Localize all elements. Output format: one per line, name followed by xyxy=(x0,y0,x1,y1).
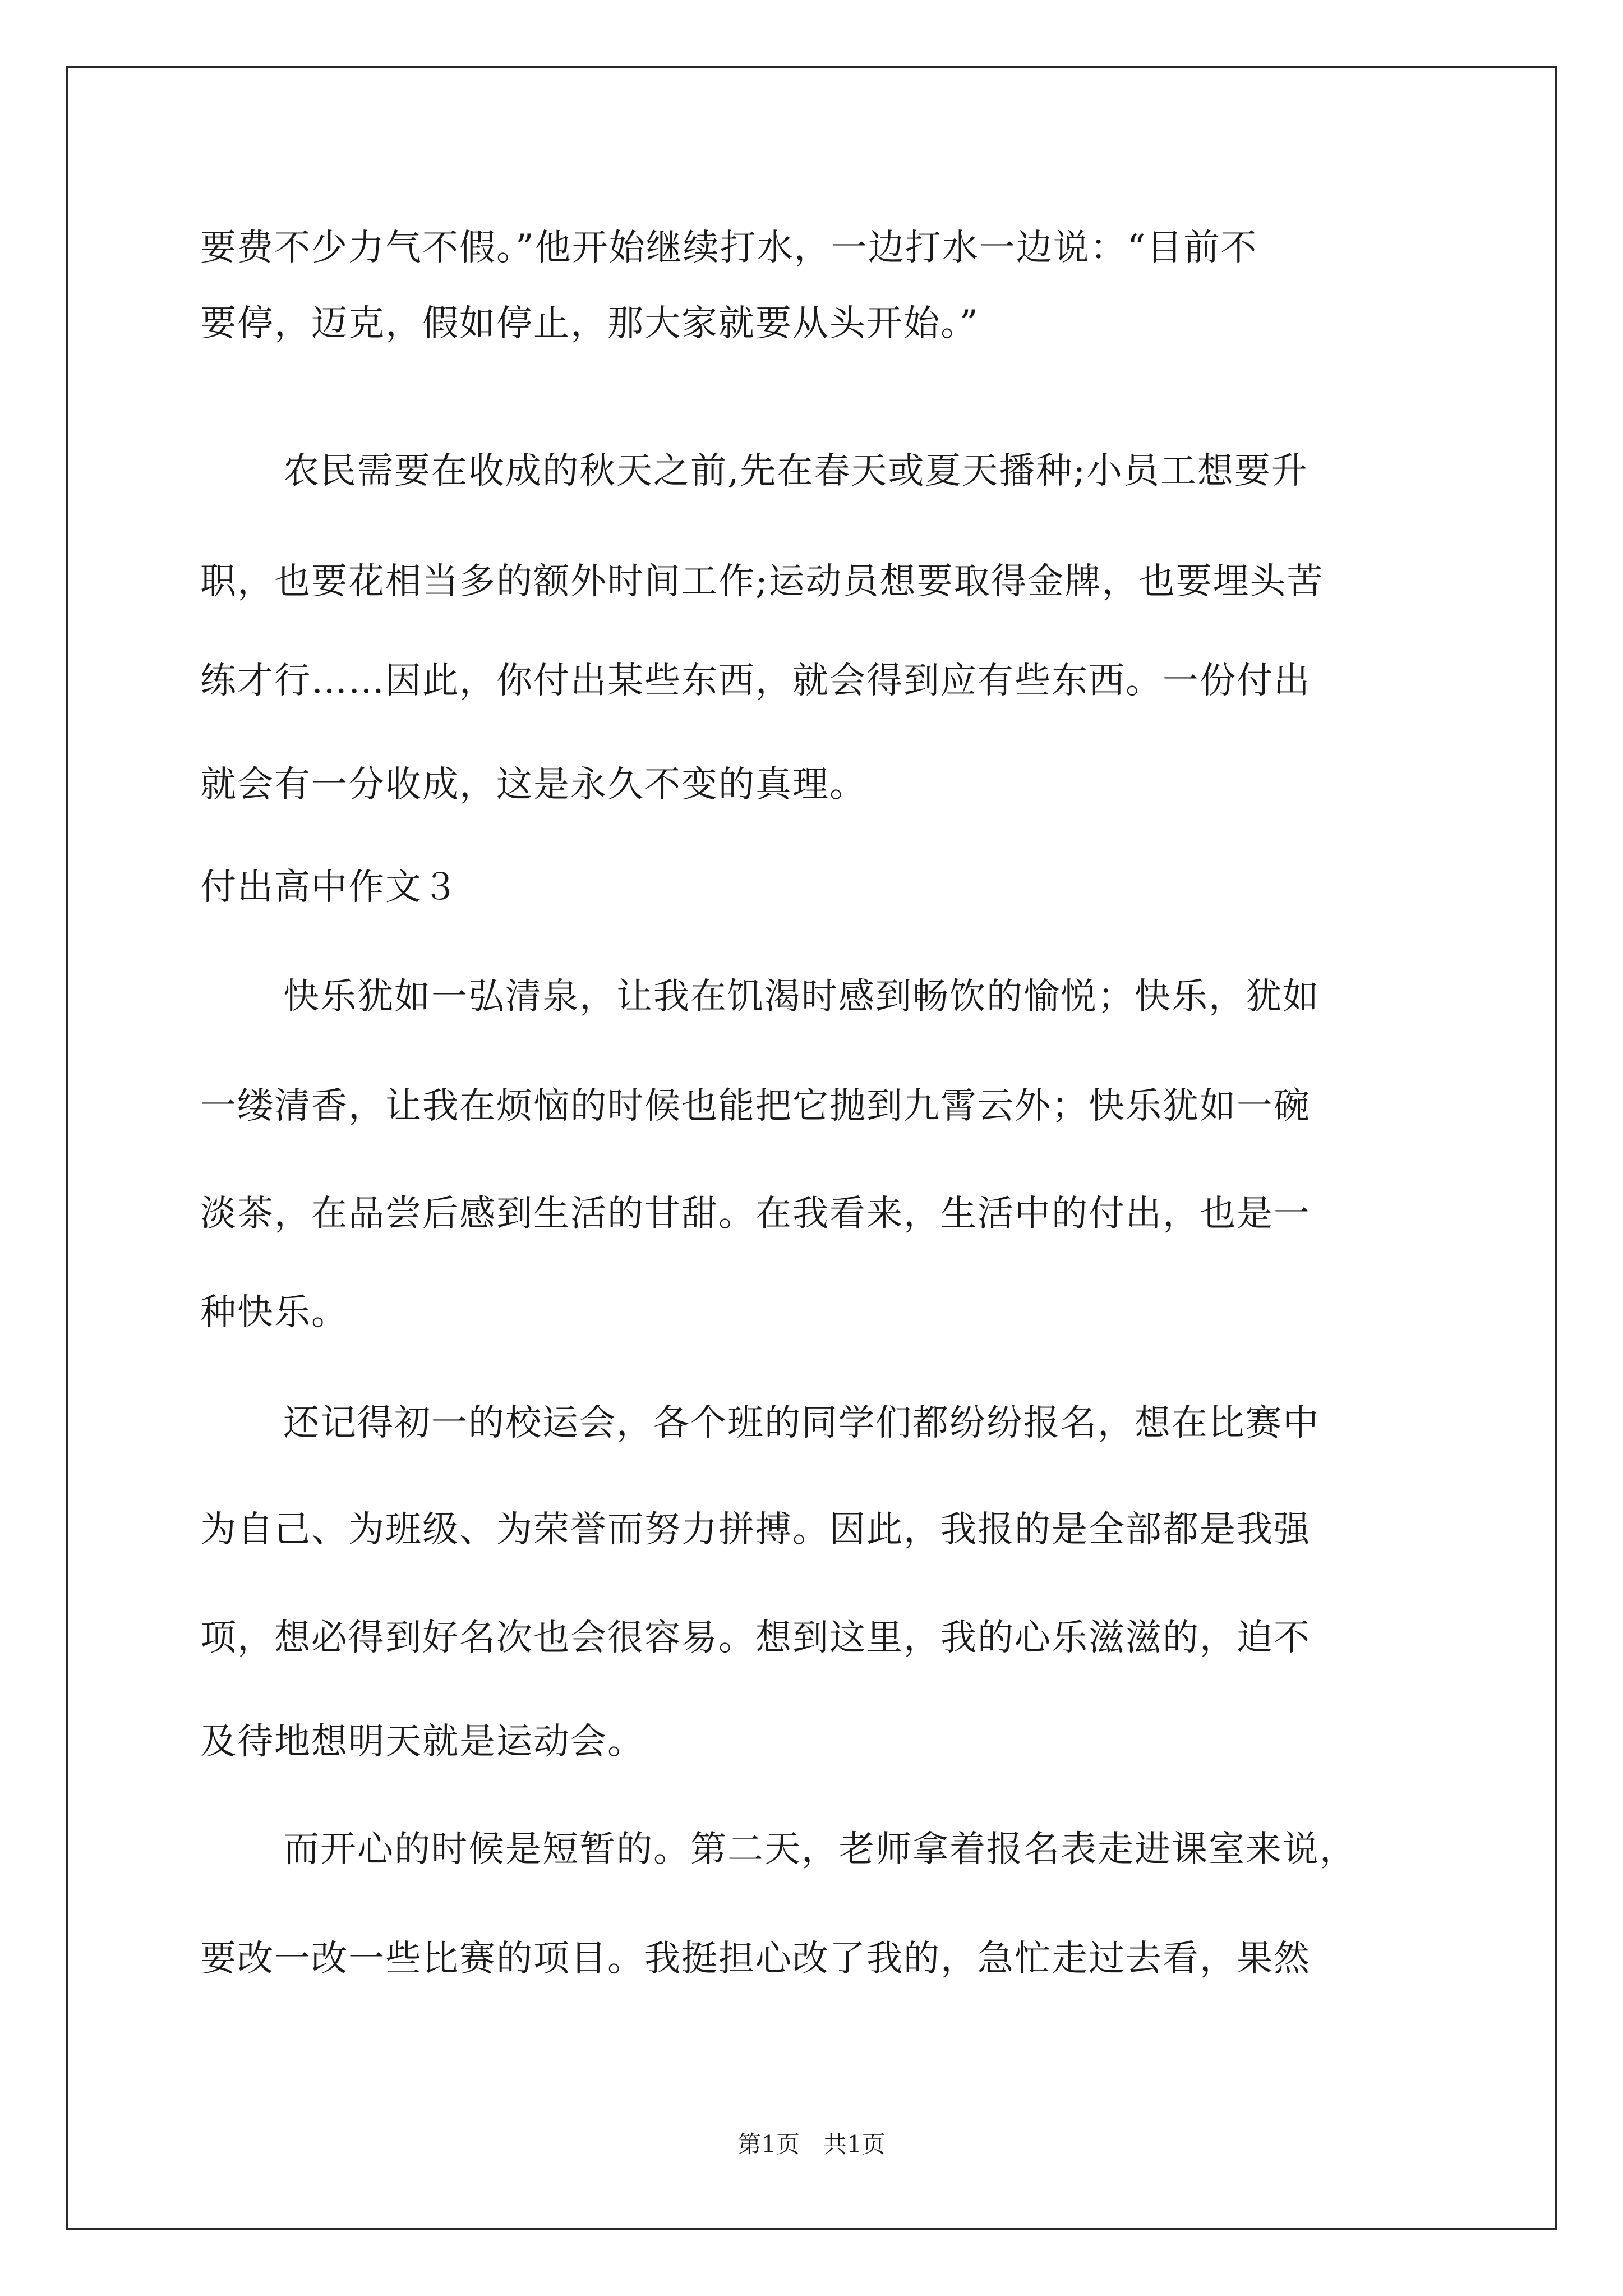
paragraph-line: 及待地想明天就是运动会。 xyxy=(200,1721,644,1763)
paragraph-line: 而开心的时候是短暂的。第二天，老师拿着报名表走进课室来说， xyxy=(283,1829,1357,1870)
page-border xyxy=(66,66,1557,2230)
paragraph-line: 农民需要在收成的秋天之前,先在春天或夏天播种;小员工想要升 xyxy=(283,450,1308,492)
paragraph-line: 职，也要花相当多的额外时间工作;运动员想要取得金牌，也要埋头苦 xyxy=(200,561,1324,602)
paragraph-line: 项，想必得到好名次也会很容易。想到这里，我的心乐滋滋的，迫不 xyxy=(200,1617,1311,1659)
paragraph-line: 练才行……因此，你付出某些东西，就会得到应有些东西。一份付出 xyxy=(200,660,1311,702)
paragraph-line: 为自己、为班级、为荣誉而努力拼搏。因此，我报的是全部都是我强 xyxy=(200,1509,1311,1550)
paragraph-line: 快乐犹如一弘清泉，让我在饥渴时感到畅饮的愉悦；快乐，犹如 xyxy=(283,976,1320,1018)
page-footer: 第1页 共1页 xyxy=(737,2131,886,2158)
paragraph-line: 种快乐。 xyxy=(200,1292,348,1333)
paragraph-line: 一缕清香，让我在烦恼的时候也能把它抛到九霄云外；快乐犹如一碗 xyxy=(200,1085,1311,1127)
paragraph-line: 要费不少力气不假。”他开始继续打水，一边打水一边说：“目前不 xyxy=(200,227,1258,269)
paragraph-line: 就会有一分收成，这是永久不变的真理。 xyxy=(200,764,866,806)
paragraph-line: 要停，迈克，假如停止，那大家就要从头开始。” xyxy=(200,303,979,344)
paragraph-line: 要改一改一些比赛的项目。我挺担心改了我的，急忙走过去看，果然 xyxy=(200,1938,1311,1980)
section-heading: 付出高中作文３ xyxy=(200,867,459,908)
paragraph-line: 还记得初一的校运会，各个班的同学们都纷纷报名，想在比赛中 xyxy=(283,1402,1320,1444)
paragraph-line: 淡茶，在品尝后感到生活的甘甜。在我看来，生活中的付出，也是一 xyxy=(200,1193,1311,1235)
